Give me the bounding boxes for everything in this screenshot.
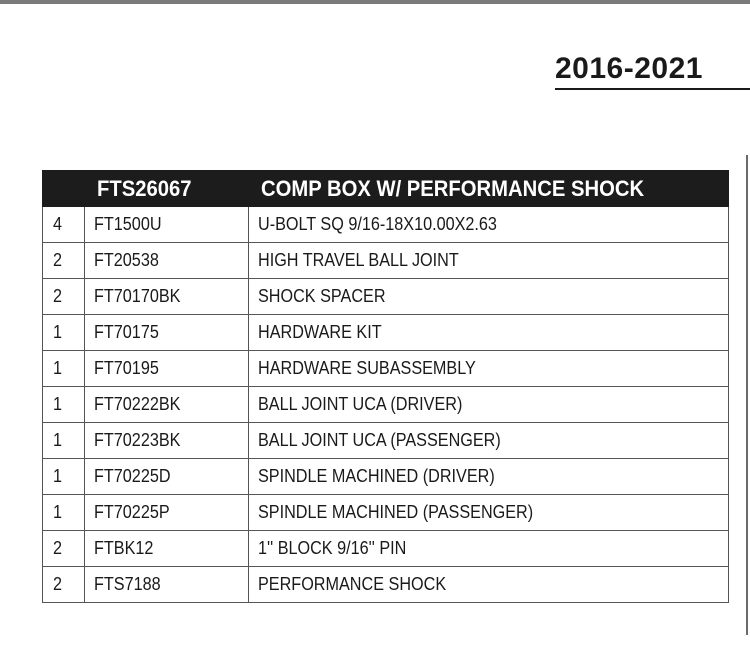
table-row	[43, 207, 729, 243]
table-row	[43, 243, 729, 279]
parts-table	[42, 170, 729, 603]
part-number-cell: FTBK12	[85, 531, 249, 567]
description-cell: SPINDLE MACHINED (DRIVER)	[249, 459, 729, 495]
kit-description: COMP BOX W/ PERFORMANCE SHOCK	[249, 171, 729, 207]
qty-cell: 4	[43, 207, 85, 243]
table-row	[43, 387, 729, 423]
top-rule	[0, 0, 750, 4]
right-edge-divider	[746, 155, 748, 635]
table-row	[43, 531, 729, 567]
year-underline	[555, 88, 750, 90]
description-cell: BALL JOINT UCA (DRIVER)	[249, 387, 729, 423]
header-qty-cell	[43, 171, 85, 207]
description-cell: BALL JOINT UCA (PASSENGER)	[249, 423, 729, 459]
table-row	[43, 315, 729, 351]
part-number-cell: FTS7188	[85, 567, 249, 603]
part-number-cell: FT70225P	[85, 495, 249, 531]
kit-part-number: FTS26067	[85, 171, 249, 207]
description-cell: HARDWARE SUBASSEMBLY	[249, 351, 729, 387]
table-row	[43, 495, 729, 531]
part-number-cell: FT70225D	[85, 459, 249, 495]
qty-cell: 1	[43, 495, 85, 531]
qty-cell: 2	[43, 243, 85, 279]
part-number-cell: FT70170BK	[85, 279, 249, 315]
year-range-heading: 2016-2021	[555, 52, 703, 85]
table-row	[43, 567, 729, 603]
qty-cell: 1	[43, 423, 85, 459]
qty-cell: 1	[43, 387, 85, 423]
table-row	[43, 279, 729, 315]
qty-cell: 2	[43, 531, 85, 567]
part-number-cell: FT1500U	[85, 207, 249, 243]
description-cell: U-BOLT SQ 9/16-18X10.00X2.63	[249, 207, 729, 243]
table-header-row	[43, 171, 729, 207]
description-cell: HARDWARE KIT	[249, 315, 729, 351]
part-number-cell: FT70223BK	[85, 423, 249, 459]
qty-cell: 1	[43, 315, 85, 351]
part-number-cell: FT70195	[85, 351, 249, 387]
part-number-cell: FT70175	[85, 315, 249, 351]
description-cell: 1'' BLOCK 9/16'' PIN	[249, 531, 729, 567]
parts-table-body	[43, 207, 729, 603]
qty-cell: 1	[43, 459, 85, 495]
description-cell: SPINDLE MACHINED (PASSENGER)	[249, 495, 729, 531]
description-cell: PERFORMANCE SHOCK	[249, 567, 729, 603]
qty-cell: 2	[43, 279, 85, 315]
part-number-cell: FT70222BK	[85, 387, 249, 423]
table-row	[43, 423, 729, 459]
part-number-cell: FT20538	[85, 243, 249, 279]
qty-cell: 2	[43, 567, 85, 603]
table-row	[43, 351, 729, 387]
qty-cell: 1	[43, 351, 85, 387]
table-row	[43, 459, 729, 495]
description-cell: HIGH TRAVEL BALL JOINT	[249, 243, 729, 279]
description-cell: SHOCK SPACER	[249, 279, 729, 315]
